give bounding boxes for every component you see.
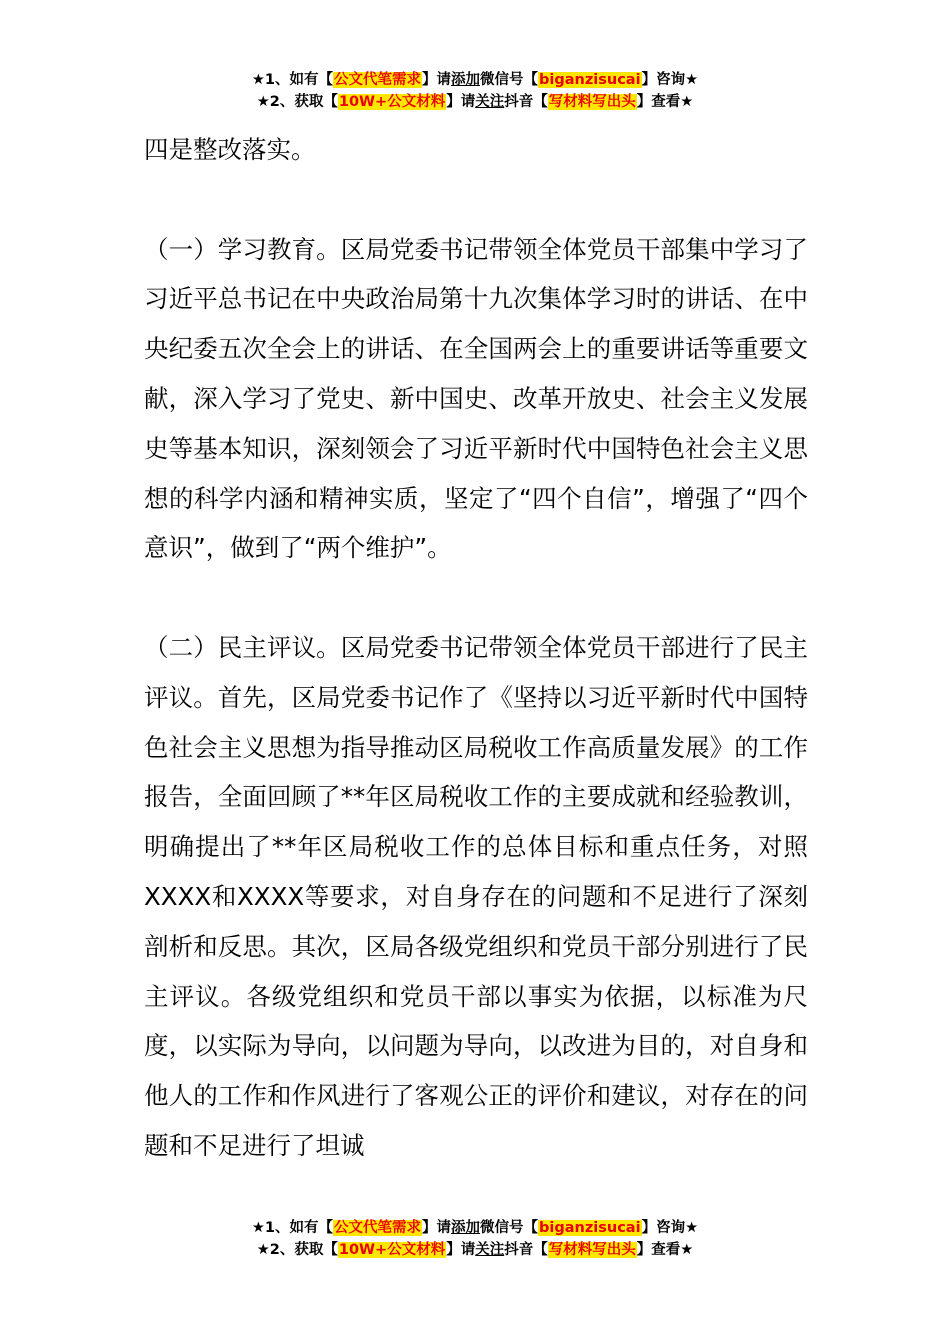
footer-banner xyxy=(0,1217,950,1261)
banner-text: 】查看★ xyxy=(636,94,694,110)
document-body xyxy=(144,125,808,1171)
highlight-service: 公文代笔需求 xyxy=(334,72,422,88)
highlight-service: 公文代笔需求 xyxy=(334,1220,422,1236)
intro-paragraph: 四是整改落实。 xyxy=(144,135,316,164)
highlight-materials: 10W+公文材料 xyxy=(338,1242,446,1258)
underlined-text: 添加 xyxy=(451,1220,481,1236)
banner-text: ★2、获取【 xyxy=(256,94,338,110)
banner-text: 微信号【 xyxy=(480,72,539,88)
underlined-text: 关注 xyxy=(475,94,505,110)
highlight-wechat-id: biganzisucai xyxy=(539,72,641,88)
section-study-education: （一）学习教育。区局党委书记带领全体党员干部集中学习了习近平总书记在中央政治局第十九次集体学习时的讲话、在中央纪委五次全会上的讲话、在全国两会上的重要讲话等重要文献，深入学习了党史、新中国史、改革开放史、社会主义发展史等基本知识，深刻领会了习近平新时代中国特色社会主义思想的科学内涵和精神实质，坚定了“四个自信”，增强了“四个意识”，做到了“两个维护”。 xyxy=(144,234,808,563)
banner-text: 微信号【 xyxy=(480,1220,539,1236)
banner-text: 】请 xyxy=(446,94,476,110)
highlight-douyin-id: 写材料写出头 xyxy=(548,1242,636,1258)
banner-text: 抖音【 xyxy=(504,1242,548,1258)
banner-text: 】查看★ xyxy=(636,1242,694,1258)
highlight-wechat-id: biganzisucai xyxy=(539,1220,641,1236)
banner-text: ★2、获取【 xyxy=(256,1242,338,1258)
banner-line-2 xyxy=(0,91,950,113)
banner-text: 】咨询★ xyxy=(641,72,699,88)
banner-text: 】请 xyxy=(422,72,452,88)
highlight-materials: 10W+公文材料 xyxy=(338,94,446,110)
banner-text: 】咨询★ xyxy=(641,1220,699,1236)
underlined-text: 关注 xyxy=(475,1242,505,1258)
banner-text: ★1、如有【 xyxy=(251,72,334,88)
underlined-text: 添加 xyxy=(451,72,481,88)
paragraph-gap xyxy=(144,573,808,623)
banner-text: 】请 xyxy=(422,1220,452,1236)
banner-line-2 xyxy=(0,1239,950,1261)
banner-line-1 xyxy=(0,1217,950,1239)
banner-text: ★1、如有【 xyxy=(251,1220,334,1236)
section-democratic-review: （二）民主评议。区局党委书记带领全体党员干部进行了民主评议。首先，区局党委书记作了《坚持以习近平新时代中国特色社会主义思想为指导推动区局税收工作高质量发展》的工作报告，全面回顾了**年区局税收工作的主要成就和经验教训，明确提出了**年区局税收工作的总体目标和重点任务，对照XXXX和XXXX等要求，对自身存在的问题和不足进行了深刻剖析和反思。其次，区局各级党组织和党员干部分别进行了民主评议。各级党组织和党员干部以事实为依据，以标准为尺度，以实际为导向，以问题为导向，以改进为目的，对自身和他人的工作和作风进行了客观公正的评价和建议，对存在的问题和不足进行了坦诚 xyxy=(144,632,808,1160)
paragraph-gap xyxy=(144,175,808,225)
banner-text: 】请 xyxy=(446,1242,476,1258)
banner-text: 抖音【 xyxy=(504,94,548,110)
banner-line-1 xyxy=(0,69,950,91)
highlight-douyin-id: 写材料写出头 xyxy=(548,94,636,110)
header-banner xyxy=(0,69,950,113)
